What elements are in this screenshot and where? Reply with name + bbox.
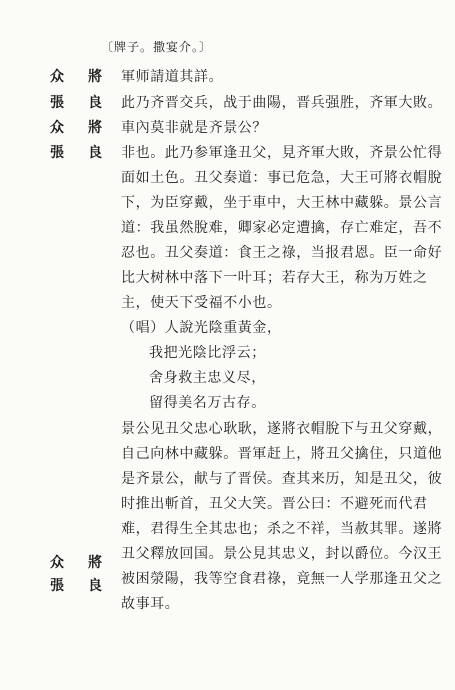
dialogue-line: 难，君得生全其忠也；杀之不祥，当赦其罪。遂將 bbox=[121, 521, 443, 537]
speaker-name: 張 良 bbox=[50, 95, 107, 111]
dialogue-line: 道：我虽然脫难，卿家必定遭擒，存亡难定，吾不 bbox=[121, 220, 443, 236]
dialogue-line: 下，为臣穿戴，坐于車中，大王林中藏躲。景公言 bbox=[121, 195, 443, 211]
dialogue-line: 自己向林中藏躲。晋軍赶上，將丑父擒住，只道他 bbox=[121, 446, 443, 462]
dialogue-line: 車內莫非就是齐景公？ bbox=[121, 120, 267, 136]
dialogue-line: 比大树林中落下一叶耳；若存大王，称为万姓之 bbox=[121, 270, 428, 286]
dialogue-line: 軍师請道其詳。 bbox=[121, 69, 224, 85]
sung-verse-line: 舍身救主忠义尽， bbox=[149, 370, 266, 386]
speaker-name: 張 良 bbox=[50, 578, 107, 594]
speaker-name: 众 將 bbox=[50, 69, 107, 85]
dialogue-line: 面如土色。丑父奏道：事已危急，大王可將衣帽脫 bbox=[121, 170, 443, 186]
dialogue-line: 非也。此乃参軍逢丑父，見齐軍大敗，齐景公忙得 bbox=[121, 145, 443, 161]
dialogue-line: 时推出斬首，丑父大笑。晋公曰：不避死而代君 bbox=[121, 496, 428, 512]
dialogue-line: 此乃齐晋交兵，战于曲陽，晋兵强胜，齐軍大敗。 bbox=[121, 95, 443, 111]
sung-verse-line: 留得美名万古存。 bbox=[149, 395, 266, 411]
dialogue-line: 被困滎陽，我等空食君祿，竟無一人学那逢丑父之 bbox=[121, 571, 443, 587]
dialogue-line: 丑父釋放回国。景公見其忠义，封以爵位。今汉王 bbox=[121, 546, 443, 562]
dialogue-line: 是齐景公，献与了晋侯。查其来历，知是丑父，彼 bbox=[121, 471, 443, 487]
sung-verse-line: （唱）人說光陰重黃金， bbox=[121, 320, 282, 336]
dialogue-line: 忍也。丑父奏道：食王之祿，当报君恩。臣一命好 bbox=[121, 245, 443, 261]
dialogue-line: 故事耳。 bbox=[121, 596, 180, 612]
dialogue-line: 主，使天下受福不小也。 bbox=[121, 295, 282, 311]
speaker-name: 張 良 bbox=[50, 145, 107, 161]
speaker-name: 众 將 bbox=[50, 555, 107, 571]
speaker-name: 众 將 bbox=[50, 120, 107, 136]
stage-direction: 〔牌子。撒宴介。〕 bbox=[101, 40, 213, 54]
dialogue-line: 景公见丑父忠心耿耿，遂將衣帽脫下与丑父穿戴， bbox=[121, 421, 443, 437]
sung-verse-line: 我把光陰比浮云； bbox=[149, 345, 266, 361]
